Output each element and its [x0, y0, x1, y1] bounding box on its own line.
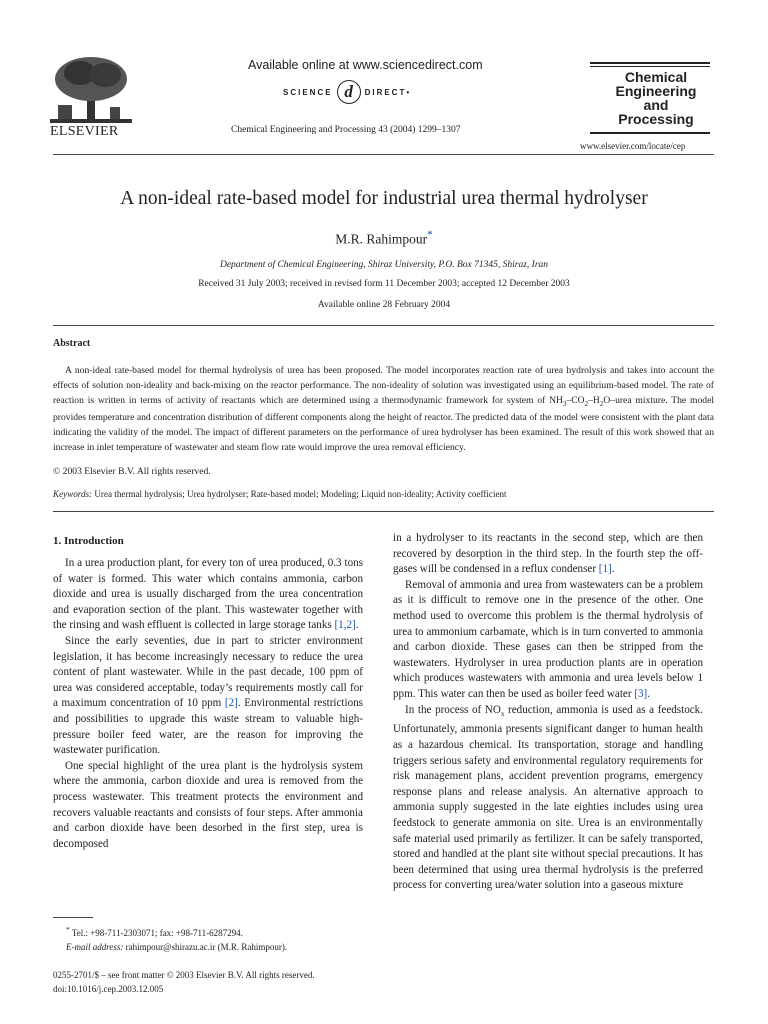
- citation-link[interactable]: [2]: [224, 697, 238, 710]
- paragraph-text: Since the early seventies, due in part to stricter environment legislation, it has become increasingly necessary to reduce the urea content of plant wastewater. While in the past decade, 100 ppm of urea was considered acceptable, today’s requirements mostly call for a maximum concentration of 10 ppm: [53, 634, 363, 710]
- abstract-copyright: © 2003 Elsevier B.V. All rights reserved.: [53, 466, 211, 477]
- journal-logo-line: Engineering: [615, 83, 697, 99]
- footnote-email-line: [66, 940, 287, 954]
- abstract-heading: Abstract: [53, 338, 91, 349]
- keywords-list: Urea thermal hydrolysis; Urea hydrolyser; Rate-based model; Modeling; Liquid non-ideality; Activity coefficient: [94, 489, 507, 499]
- journal-logo: [590, 62, 710, 134]
- paragraph-text: Removal of ammonia and urea from wastewaters can be a problem as it is difficult to remove one in the presence of the other. One method used to overcome this problem is the thermal hydrolysis of urea to ammonium carbamate, which is in turn converted to ammonia and carbon dioxide. These gases can then be stripped from the wastewaters. Hydrolyser in urea production plants are in operation which produces wastewaters with ammonia and urea levels below 1 ppm. This water can then be used as boiler feed water: [393, 578, 703, 700]
- divider: [53, 154, 714, 155]
- abstract-text: O–urea mixture. The model provides temperature and concentration distribution of different components along the height of reactor. The predicted data of the model were consistent with the plant data indicating the validity of the model. The impact of different parameters on the performance of urea hydrolyser has been examined. The result of this work showed that an increase in inlet temperature of wastewater and steam flow rate would improve the urea removal efficiency.: [53, 394, 714, 453]
- available-online: Available online at www.sciencedirect.com: [248, 58, 483, 72]
- paragraph: [53, 634, 363, 759]
- paragraph-text: . Environmental restrictions and possibilities to upgrade this waste stream to valuable high-pressure boiler feed water, are the reason for improving the wastewater purification.: [53, 697, 364, 757]
- citation-link[interactable]: [1]: [598, 563, 612, 576]
- subscript: 2: [599, 399, 604, 408]
- keywords: [53, 489, 507, 499]
- journal-logo-line: and: [643, 97, 669, 113]
- paragraph-text: reduction, ammonia is used as a feedstock. Unfortunately, ammonia presents significant danger to human health as a hazardous chemical. Its transportation, storage and handling triggers serious safety and environmental regulatory requirements for risk management plans, accident prevention programs, emergency response plans and release analysis. An alternative approach to ammonia supply suggested in the late eighties includes using urea feedstock to generate ammonia on site. Urea is an environmentally safe material used primarily as fertilizer. It can be safely transported, stored and handled at the plant site without special precautions. It has been determined that using urea thermal hydrolysis is the preferred process for converting urea/water solution into a gaseous mixture: [393, 703, 703, 892]
- subscript: x: [500, 709, 505, 718]
- paragraph: [393, 531, 703, 578]
- journal-logo-text: [608, 70, 704, 126]
- affiliation: Department of Chemical Engineering, Shiraz University, P.O. Box 71345, Shiraz, Iran: [219, 260, 549, 270]
- footnote-contact: [66, 923, 287, 940]
- footnote-divider: [53, 917, 93, 918]
- author-footnote-link[interactable]: *: [427, 229, 433, 241]
- publisher-name: ELSEVIER: [50, 124, 119, 139]
- abstract-body: [53, 364, 714, 456]
- subscript: 3: [562, 399, 567, 408]
- journal-logo-line: Processing: [618, 111, 694, 127]
- tree-icon: [50, 55, 132, 125]
- issn-line: 0255-2701/$ – see front matter © 2003 Elsevier B.V. All rights reserved.: [53, 970, 315, 980]
- abstract-text: A non-ideal rate-based model for thermal hydrolysis of urea has been proposed. The model incorporates reaction rate of urea hydrolysis and takes into account the effects of solution non-ideality and back-mixing on the reactor performance. The non-ideality of solution was investigated using an equilibrium-based model. The rate of reaction is written in terms of activity of reactants which are determined using a thermodynamic framework for system of NH: [53, 365, 714, 406]
- author-name: M.R. Rahimpour: [335, 231, 428, 247]
- footnote-tel: Tel.: +98-711-2303071; fax: +98-711-6287294.: [71, 928, 243, 938]
- paragraph-text: In a urea production plant, for every ton of urea produced, 0.3 tons of water is formed. This water which contains ammonia, carbon dioxide and urea is usually discharged from the urea concentration and evaporation section of the plant. This wastewater together with the rinsing and wash effluent is collected in large storage tanks: [53, 557, 363, 632]
- journal-url[interactable]: www.elsevier.com/locate/cep: [580, 141, 686, 151]
- footnote-mark: *: [66, 925, 70, 934]
- left-column: [53, 556, 363, 852]
- right-column: [393, 531, 703, 894]
- citation-link[interactable]: [3]: [634, 687, 648, 700]
- paragraph-text: in a hydrolyser to its reactants in the second step, which are then recovered by desorption in the third step. In the fourth step the off-gases will be condensed in a reflux condenser: [393, 532, 703, 576]
- journal-reference: Chemical Engineering and Processing 43 (2004) 1299–1307: [231, 125, 461, 135]
- author-line: [0, 229, 768, 248]
- doi-line[interactable]: doi:10.1016/j.cep.2003.12.005: [53, 984, 164, 994]
- footnote: [66, 923, 287, 954]
- page-footer: [53, 968, 315, 996]
- divider: [53, 511, 714, 512]
- citation-link[interactable]: [1,2]: [334, 619, 356, 632]
- paragraph-text: .: [355, 619, 359, 632]
- paragraph: [393, 578, 703, 703]
- section-heading: 1. Introduction: [53, 535, 124, 547]
- paragraph-text: .: [647, 687, 651, 700]
- online-date: Available online 28 February 2004: [317, 300, 451, 310]
- paragraph: One special highlight of the urea plant is the hydrolysis system where the ammonia, carbon dioxide and urea is removed from the process wastewater. This treatment protects the environment and recovers valuable reactants and consists of four steps. After ammonia and carbon dioxide have been desorbed in the first step, urea is decomposed: [53, 759, 363, 850]
- abstract-text: –H: [588, 394, 600, 406]
- abstract-text: –CO: [566, 394, 585, 406]
- paragraph: [393, 703, 703, 894]
- received-dates: Received 31 July 2003; received in revised form 11 December 2003; accepted 12 December 2003: [198, 279, 570, 289]
- sd-mark-icon: d: [337, 80, 361, 104]
- divider: [53, 325, 714, 326]
- keywords-label: Keywords:: [53, 489, 93, 499]
- sciencedirect-logo: [283, 80, 411, 104]
- paragraph-text: In the process of NO: [405, 703, 501, 716]
- paragraph-text: .: [611, 563, 615, 576]
- article-title: A non-ideal rate-based model for industrial urea thermal hydrolyser: [120, 188, 648, 209]
- email-label: E-mail address:: [66, 942, 124, 952]
- journal-logo-line: Chemical: [624, 69, 688, 85]
- sd-right-text: DIRECT•: [364, 87, 412, 97]
- subscript: 2: [584, 399, 589, 408]
- sd-left-text: SCIENCE: [283, 87, 333, 97]
- paragraph: [53, 556, 363, 634]
- email-address[interactable]: rahimpour@shirazu.ac.ir (M.R. Rahimpour).: [125, 942, 288, 952]
